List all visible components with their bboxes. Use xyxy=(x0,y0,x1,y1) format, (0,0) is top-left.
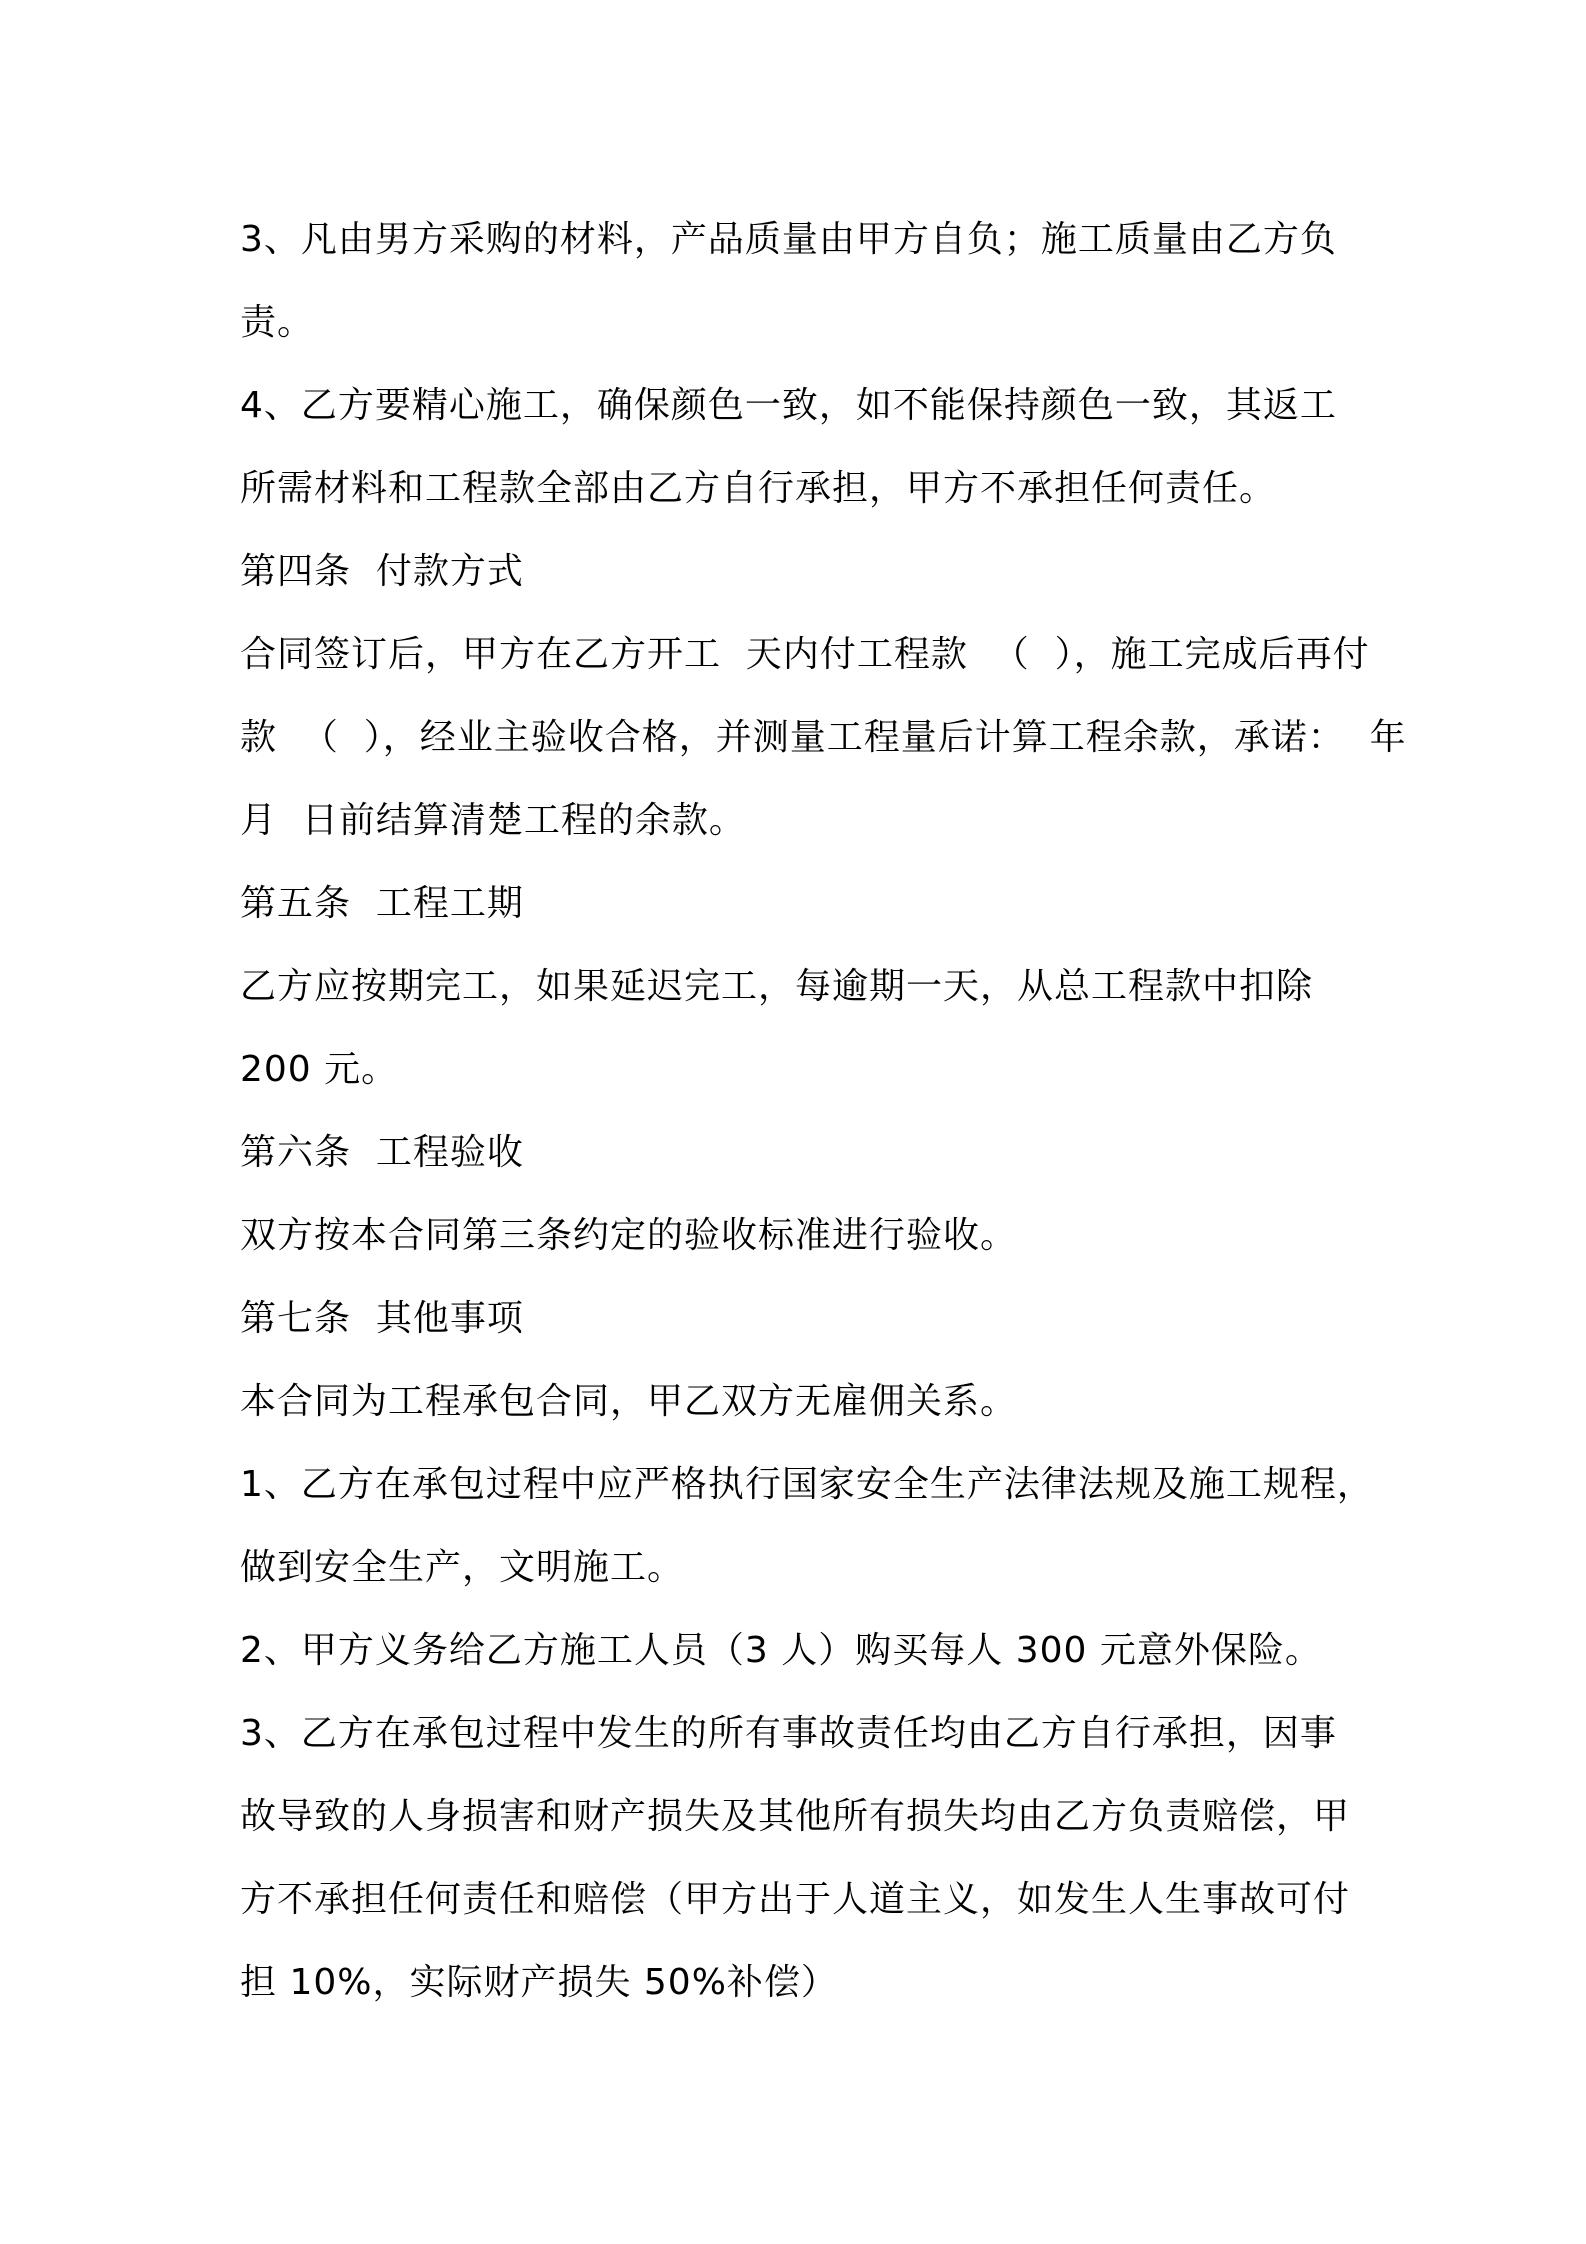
text-line: 2、甲方义务给乙方施工人员（3 人）购买每人 300 元意外保险。 xyxy=(240,1630,1322,1671)
text-line: 1、乙方在承包过程中应严格执行国家安全生产法律法规及施工规程， xyxy=(240,1464,1374,1505)
text-line: 合同签订后，甲方在乙方开工 天内付工程款 （ ），施工完成后再付 xyxy=(240,634,1370,675)
text-line: 故导致的人身损害和财产损失及其他所有损失均由乙方负责赔偿，甲 xyxy=(240,1796,1351,1837)
section-heading: 第五条 工程工期 xyxy=(240,883,524,924)
section-heading: 第六条 工程验收 xyxy=(240,1132,524,1173)
text-line: 3、乙方在承包过程中发生的所有事故责任均由乙方自行承担，因事 xyxy=(240,1713,1337,1754)
section-heading: 第七条 其他事项 xyxy=(240,1298,524,1339)
text-line: 4、乙方要精心施工，确保颜色一致，如不能保持颜色一致，其返工 xyxy=(240,385,1337,426)
text-line: 所需材料和工程款全部由乙方自行承担，甲方不承担任何责任。 xyxy=(240,468,1277,509)
text-line: 本合同为工程承包合同，甲乙双方无雇佣关系。 xyxy=(240,1381,1018,1422)
text-line: 款 （ ），经业主验收合格，并测量工程量后计算工程余款，承诺： 年 xyxy=(240,717,1407,758)
text-line: 3、凡由男方采购的材料，产品质量由甲方自负；施工质量由乙方负 xyxy=(240,219,1337,260)
text-line: 双方按本合同第三条约定的验收标准进行验收。 xyxy=(240,1215,1018,1256)
document-body xyxy=(240,198,1407,2024)
text-line: 做到安全生产，文明施工。 xyxy=(240,1547,685,1588)
text-line: 乙方应按期完工，如果延迟完工，每逾期一天，从总工程款中扣除 xyxy=(240,966,1314,1007)
text-line: 担 10%，实际财产损失 50%补偿） xyxy=(240,1962,838,2003)
text-line: 方不承担任何责任和赔偿（甲方出于人道主义，如发生人生事故可付 xyxy=(240,1879,1351,1920)
text-line: 责。 xyxy=(240,302,315,343)
text-line: 月 日前结算清楚工程的余款。 xyxy=(240,800,746,841)
text-line: 200 元。 xyxy=(240,1049,399,1090)
section-heading: 第四条 付款方式 xyxy=(240,551,524,592)
